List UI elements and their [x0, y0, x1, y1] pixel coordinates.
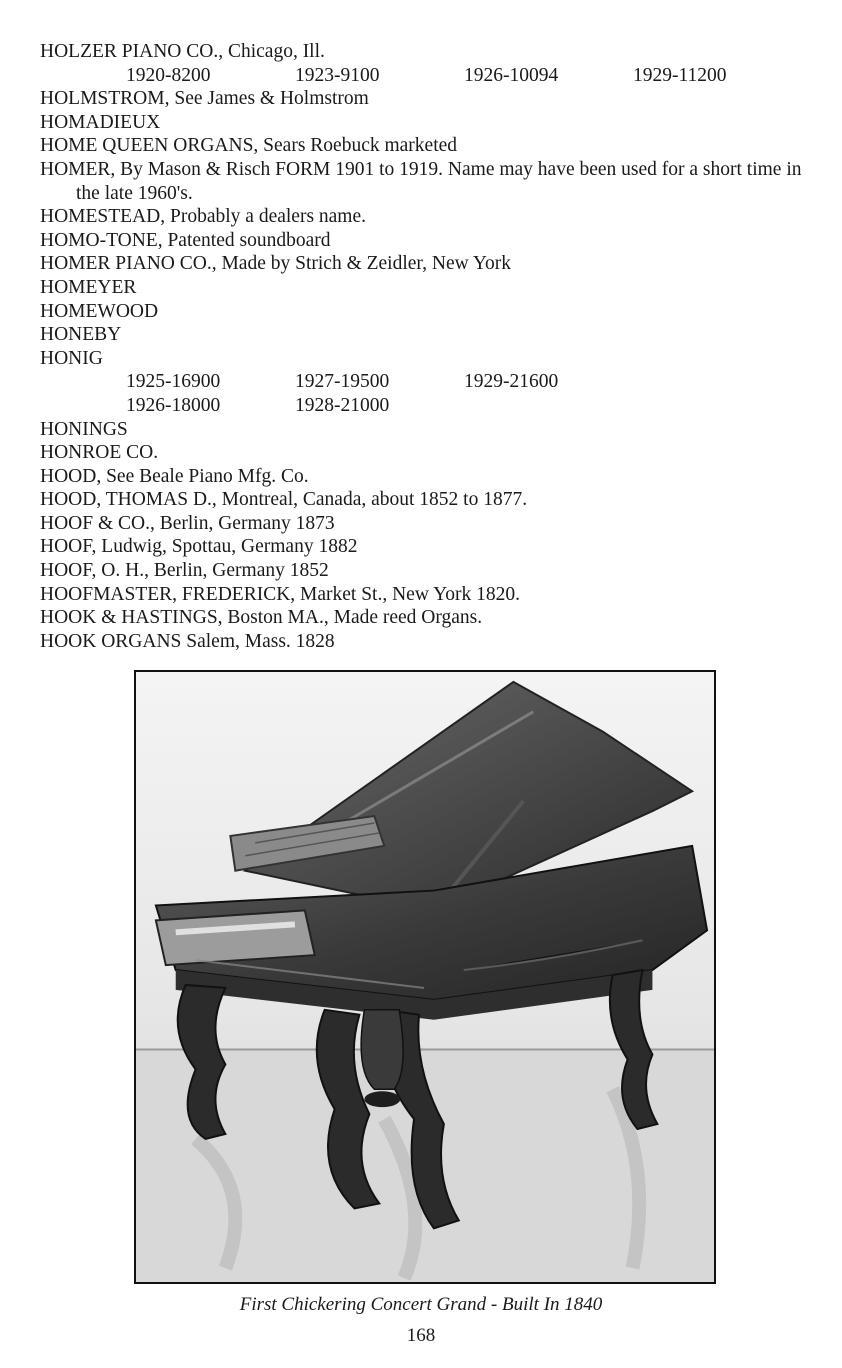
directory-entry: HOMEYER	[40, 276, 137, 298]
year-serial-row	[40, 370, 810, 394]
year-serial-row	[40, 394, 810, 418]
directory-entry: HOMESTEAD, Probably a dealers name.	[40, 206, 367, 228]
page-number: 168	[406, 1325, 436, 1346]
directory-entry: HONIG	[40, 347, 103, 369]
directory-entry: HOOF, O. H., Berlin, Germany 1852	[40, 560, 329, 582]
directory-entry: HOOFMASTER, FREDERICK, Market St., New York 1820.	[40, 583, 520, 605]
directory-entry: HONROE CO.	[40, 442, 159, 464]
directory-entry: HOMEWOOD	[40, 300, 159, 322]
directory-entry: HOOF & CO., Berlin, Germany 1873	[40, 512, 335, 534]
year-serial: 1927-19500	[295, 371, 390, 393]
directory-entry: HOME QUEEN ORGANS, Sears Roebuck marketed	[40, 135, 458, 157]
directory-entry: HOMO-TONE, Patented soundboard	[40, 229, 331, 251]
directory-entry: HOLZER PIANO CO., Chicago, Ill.	[40, 41, 325, 62]
directory-entry: HONINGS	[40, 418, 128, 440]
directory-entry: HONEBY	[40, 324, 122, 346]
year-serial: 1923-9100	[295, 64, 380, 86]
year-serial: 1928-21000	[295, 394, 390, 416]
directory-entry: HOOF, Ludwig, Spottau, Germany 1882	[40, 536, 358, 558]
directory-entry: HOMER PIANO CO., Made by Strich & Zeidler, New York	[40, 253, 511, 275]
year-serial: 1929-21600	[464, 371, 559, 393]
directory-entry: HOOD, THOMAS D., Montreal, Canada, about 1852 to 1877.	[40, 489, 528, 511]
directory-entries	[40, 40, 810, 653]
year-serial: 1925-16900	[126, 371, 221, 393]
directory-entry: HOMADIEUX	[40, 111, 161, 133]
year-serial: 1926-10094	[464, 64, 559, 86]
directory-entry: HOMER, By Mason & Risch FORM 1901 to 1919. Name may have been used for a short time in the late 1960's.	[40, 158, 802, 204]
year-serial: 1929-11200	[633, 64, 727, 86]
year-serial: 1926-18000	[126, 394, 221, 416]
photo-caption: First Chickering Concert Grand - Built In 1840	[239, 1294, 603, 1315]
year-serial: 1920-8200	[126, 64, 211, 86]
piano-photo	[134, 670, 716, 1284]
grand-piano-image	[136, 672, 714, 1282]
directory-entry: HOOK & HASTINGS, Boston MA., Made reed Organs.	[40, 607, 483, 629]
directory-entry: HOLMSTROM, See James & Holmstrom	[40, 88, 369, 110]
directory-entry: HOOD, See Beale Piano Mfg. Co.	[40, 465, 309, 487]
year-serial-row	[40, 64, 810, 88]
directory-entry: HOOK ORGANS Salem, Mass. 1828	[40, 630, 335, 652]
